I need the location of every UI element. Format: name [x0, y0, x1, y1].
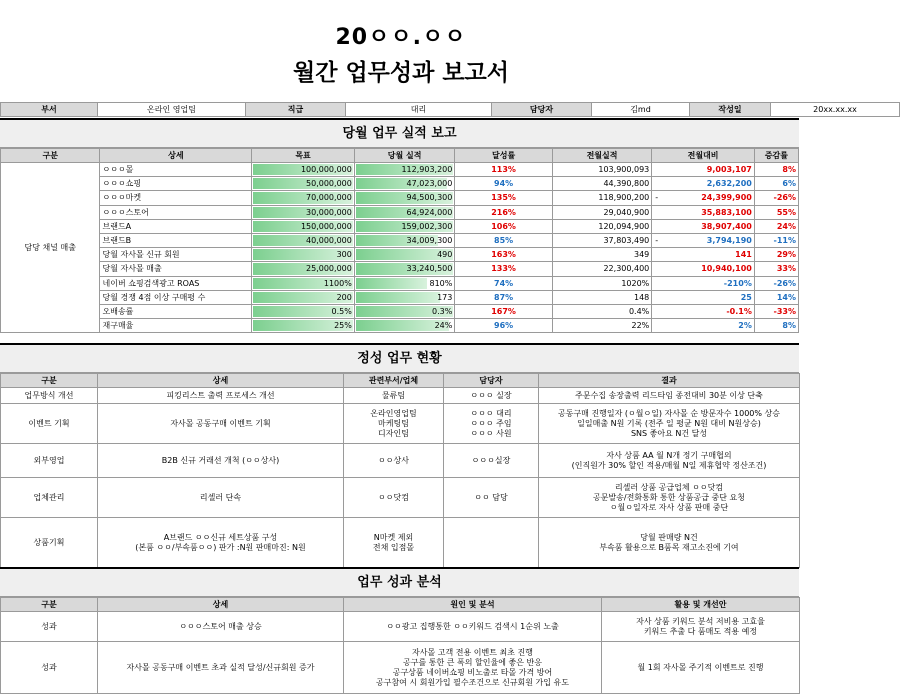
qual-result-line: 자사 상품 AA 월 N개 정기 구매협의 — [606, 450, 732, 460]
perf-target — [252, 276, 355, 290]
perf-diff-value: 25 — [740, 292, 752, 302]
qual-owner-line: ㅇㅇㅇ 사원 — [470, 428, 512, 438]
perf-diff-value: 24,399,900 — [701, 193, 752, 203]
perf-actual-value: 0.3% — [432, 306, 453, 316]
perf-actual — [354, 248, 455, 262]
qual-owner — [444, 478, 539, 518]
qual-dept-line: 마케팅팀 — [378, 418, 409, 428]
qual-dept-line: 물류팀 — [381, 390, 406, 400]
perf-diff — [652, 248, 755, 262]
qual-dept-line: ㅇㅇ상사 — [378, 455, 409, 465]
analysis-detail — [98, 612, 344, 642]
perf-target — [252, 219, 355, 233]
qual-row — [1, 518, 800, 568]
report-title: 월간 업무성과 보고서 — [293, 60, 509, 86]
perf-actual-value: 159,002,300 — [401, 221, 453, 231]
perf-diff-value: 9,003,107 — [706, 165, 752, 175]
perf-target-value: 50,000,000 — [306, 179, 352, 189]
perf-rate: 167% — [455, 304, 552, 318]
perf-rate: 87% — [455, 290, 552, 304]
qual-owner-line: ㅇㅇㅇ 대리 — [470, 408, 512, 418]
perf-detail: ㅇㅇㅇ쇼핑 — [100, 177, 252, 191]
perf-rate: 74% — [455, 276, 552, 290]
perf-row — [1, 233, 799, 247]
qual-owner — [444, 404, 539, 444]
qual-owner — [444, 444, 539, 478]
perf-actual-value: 94,500,300 — [406, 193, 453, 203]
perf-row — [1, 191, 799, 205]
perf-target — [252, 248, 355, 262]
qual-row — [1, 478, 800, 518]
date-label: 작성일 — [690, 103, 771, 117]
perf-row — [1, 248, 799, 262]
rank-label: 직급 — [246, 103, 346, 117]
perf-target — [252, 233, 355, 247]
perf-detail: ㅇㅇㅇ몰 — [100, 163, 252, 177]
qual-row — [1, 404, 800, 444]
perf-target-value: 150,000,000 — [300, 221, 352, 231]
qual-row — [1, 388, 800, 404]
qual-result-line: (인직원가 30% 할인 적용/매월 N일 제휴협약 정산조건) — [571, 460, 767, 470]
analysis-row — [1, 642, 800, 694]
perf-row — [1, 177, 799, 191]
perf-target-value: 0.5% — [331, 306, 352, 316]
qual-category: 업체관리 — [1, 478, 98, 518]
analysis-action-line: 키워드 추출 다 품매도 적용 예정 — [643, 626, 758, 636]
qual-dept — [344, 404, 444, 444]
owner-value: 김md — [592, 103, 690, 117]
perf-detail: 당월 자사몰 매출 — [100, 262, 252, 276]
perf-prev: 349 — [552, 248, 651, 262]
qual-detail-line: 리셀러 단속 — [199, 492, 242, 502]
perf-prev: 22% — [552, 319, 651, 333]
qual-detail — [98, 444, 344, 478]
qual-header: 구분 — [1, 374, 98, 388]
qual-result-line: 리셀러 상품 공급업체 ㅇㅇ닷컴 — [614, 482, 724, 492]
qual-result — [539, 404, 800, 444]
qual-result — [539, 518, 800, 568]
perf-rate: 133% — [455, 262, 552, 276]
perf-target-value: 100,000,000 — [300, 165, 352, 175]
perf-actual-value: 33,240,500 — [406, 264, 453, 274]
qual-category: 이벤트 기획 — [1, 404, 98, 444]
perf-rate: 106% — [455, 219, 552, 233]
analysis-category: 성과 — [1, 642, 98, 694]
perf-change: 14% — [754, 290, 798, 304]
perf-rate: 85% — [455, 233, 552, 247]
perf-detail: 당월 경쟁 4점 이상 구매평 수 — [100, 290, 252, 304]
perf-target — [252, 191, 355, 205]
qual-result — [539, 478, 800, 518]
section-analysis-title: 업무 성과 분석 — [0, 567, 799, 597]
perf-change: 29% — [754, 248, 798, 262]
perf-target — [252, 177, 355, 191]
perf-change: -11% — [754, 233, 798, 247]
qual-result-line: 일일매출 N원 기록 (전주 일 평균 N원 대비 N원상승) — [577, 418, 761, 428]
perf-target — [252, 304, 355, 318]
dept-value: 온라인 영업팀 — [98, 103, 246, 117]
perf-diff — [652, 163, 755, 177]
perf-actual-value: 810% — [429, 278, 453, 288]
analysis-detail — [98, 642, 344, 694]
perf-detail: 브랜드B — [100, 233, 252, 247]
perf-actual-value: 112,903,200 — [401, 165, 453, 175]
qual-detail-line: B2B 신규 거래선 개척 (ㅇㅇ상사) — [161, 455, 280, 465]
analysis-cause-line: ㅇㅇ광고 집행통한 ㅇㅇ키워드 검색시 1순위 노출 — [386, 621, 559, 631]
analysis-header: 원인 및 분석 — [344, 598, 602, 612]
qual-dept-line: 전채 입점몰 — [372, 542, 415, 552]
perf-target-value: 70,000,000 — [306, 193, 352, 203]
perf-header-row — [1, 149, 799, 163]
perf-header: 달성률 — [455, 149, 552, 163]
perf-rate: 113% — [455, 163, 552, 177]
qual-detail-line: (본품 ㅇㅇ/부속품ㅇㅇ) 판가 :N원 판매마진: N원 — [135, 542, 306, 552]
perf-header: 전월대비 — [652, 149, 755, 163]
qual-header: 관련부서/업체 — [344, 374, 444, 388]
perf-diff — [652, 319, 755, 333]
analysis-detail-line: ㅇㅇㅇ스토어 매출 상승 — [179, 621, 262, 631]
perf-actual-value: 64,924,000 — [406, 207, 453, 217]
analysis-action-line: 자사 상품 키워드 분석 저비용 고효율 — [636, 616, 765, 626]
perf-header: 목표 — [252, 149, 355, 163]
qual-category: 업무방식 개선 — [1, 388, 98, 404]
perf-row — [1, 304, 799, 318]
perf-actual-value: 47,023,000 — [406, 179, 453, 189]
perf-actual — [354, 276, 455, 290]
analysis-cause — [344, 612, 602, 642]
qual-owner-line: ㅇㅇ 담당 — [474, 492, 508, 502]
perf-diff-value: 3,794,190 — [706, 236, 752, 246]
perf-diff — [652, 233, 755, 247]
perf-actual — [354, 290, 455, 304]
analysis-cause-line: 공구참여 시 회원가입 필수조건으로 신규회원 가입 유도 — [376, 677, 569, 687]
perf-actual — [354, 177, 455, 191]
qual-detail — [98, 404, 344, 444]
qual-result-line: 부속품 활용으로 B품목 재고소진에 기여 — [599, 542, 739, 552]
qual-result-line: 공동구매 진행일자 (ㅇ월ㅇ일) 자사몰 순 방문자수 1000% 상승 — [557, 408, 781, 418]
qual-result — [539, 388, 800, 404]
info-table — [0, 102, 900, 117]
perf-prev: 37,803,490 — [552, 233, 651, 247]
perf-detail: 브랜드A — [100, 219, 252, 233]
perf-prev: 120,094,900 — [552, 219, 651, 233]
perf-diff — [652, 304, 755, 318]
perf-row — [1, 319, 799, 333]
perf-target — [252, 290, 355, 304]
perf-group-label: 담당 채널 매출 — [1, 163, 100, 333]
perf-row — [1, 276, 799, 290]
qual-detail-line: 자사몰 공동구매 이벤트 기획 — [170, 418, 271, 428]
perf-target-value: 25,000,000 — [306, 264, 352, 274]
qual-owner-line: ㅇㅇㅇ실장 — [471, 455, 511, 465]
perf-actual — [354, 233, 455, 247]
perf-rate: 163% — [455, 248, 552, 262]
analysis-cause — [344, 642, 602, 694]
analysis-cause-line: 공구상품 네이버쇼핑 비노출로 타몰 가격 방어 — [392, 667, 553, 677]
analysis-action-line: 월 1회 자사몰 주기적 이벤트로 진행 — [637, 662, 764, 672]
perf-change: 8% — [754, 319, 798, 333]
qual-dept — [344, 478, 444, 518]
perf-diff — [652, 262, 755, 276]
analysis-category: 성과 — [1, 612, 98, 642]
analysis-action — [602, 642, 800, 694]
perf-target — [252, 319, 355, 333]
perf-diff-value: 2% — [738, 321, 752, 331]
qual-owner-line: ㅇㅇㅇ 실장 — [470, 390, 512, 400]
dept-label: 부서 — [1, 103, 98, 117]
perf-diff-value: 38,907,400 — [701, 221, 752, 231]
perf-change: -26% — [754, 276, 798, 290]
perf-detail: 네이버 쇼핑검색광고 ROAS — [100, 276, 252, 290]
rank-value: 대리 — [346, 103, 492, 117]
qual-header: 담당자 — [444, 374, 539, 388]
perf-row — [1, 262, 799, 276]
perf-detail: 당월 자사몰 신규 회원 — [100, 248, 252, 262]
qual-detail-line: A브랜드 ㅇㅇ신규 세트상품 구성 — [163, 532, 278, 542]
report-period: 20ㅇㅇ.ㅇㅇ — [335, 25, 467, 50]
perf-detail: 재구매율 — [100, 319, 252, 333]
qual-result-line: ㅇ월ㅇ일자로 자사 상품 판매 중단 — [609, 502, 729, 512]
qual-dept — [344, 518, 444, 568]
analysis-table — [0, 597, 800, 694]
qual-detail-line: 피킹리스트 출력 프로세스 개선 — [166, 390, 275, 400]
perf-row — [1, 219, 799, 233]
perf-row — [1, 290, 799, 304]
perf-actual — [354, 205, 455, 219]
qual-header: 상세 — [98, 374, 344, 388]
perf-diff-dash: - — [655, 193, 659, 203]
perf-diff-value: 10,940,100 — [701, 264, 752, 274]
perf-diff — [652, 205, 755, 219]
analysis-cause-line: 자사몰 고객 전용 이벤트 최초 진행 — [412, 647, 533, 657]
qual-dept — [344, 388, 444, 404]
perf-prev: 0.4% — [552, 304, 651, 318]
perf-actual — [354, 219, 455, 233]
qual-dept-line: N마켓 제외 — [373, 532, 414, 542]
perf-diff — [652, 177, 755, 191]
perf-row — [1, 163, 799, 177]
actual-bar — [356, 292, 441, 303]
perf-change: 24% — [754, 219, 798, 233]
perf-prev: 1020% — [552, 276, 651, 290]
perf-change: 33% — [754, 262, 798, 276]
perf-change: 55% — [754, 205, 798, 219]
perf-actual-value: 173 — [437, 292, 453, 302]
section-perf-title: 당월 업무 실적 보고 — [0, 118, 799, 148]
perf-actual-value: 34,009,300 — [406, 236, 453, 246]
qual-row — [1, 444, 800, 478]
qual-detail — [98, 478, 344, 518]
qual-result-line: 당월 판매량 N건 — [640, 532, 698, 542]
owner-label: 담당자 — [492, 103, 592, 117]
perf-header: 증감률 — [754, 149, 798, 163]
perf-prev: 103,900,093 — [552, 163, 651, 177]
section-qual-title: 정성 업무 현황 — [0, 343, 799, 373]
qual-table — [0, 373, 800, 568]
qual-detail — [98, 518, 344, 568]
perf-actual — [354, 304, 455, 318]
perf-row — [1, 205, 799, 219]
qual-dept-line: 디자인팀 — [378, 428, 409, 438]
perf-diff-dash: - — [655, 236, 659, 246]
qual-result — [539, 444, 800, 478]
perf-detail: ㅇㅇㅇ스토어 — [100, 205, 252, 219]
perf-table — [0, 148, 799, 333]
perf-actual-value: 24% — [434, 321, 453, 331]
perf-actual — [354, 163, 455, 177]
analysis-header-row — [1, 598, 800, 612]
perf-prev: 148 — [552, 290, 651, 304]
perf-target-value: 300 — [336, 250, 352, 260]
analysis-detail-line: 자사몰 공동구매 이벤트 초과 실적 달성/신규회원 증가 — [126, 662, 315, 672]
perf-prev: 22,300,400 — [552, 262, 651, 276]
qual-category: 외부영업 — [1, 444, 98, 478]
perf-actual-value: 490 — [437, 250, 453, 260]
perf-rate: 135% — [455, 191, 552, 205]
perf-detail: 오배송률 — [100, 304, 252, 318]
perf-change: 6% — [754, 177, 798, 191]
qual-owner-line: ㅇㅇㅇ 주임 — [470, 418, 512, 428]
qual-owner — [444, 388, 539, 404]
perf-prev: 118,900,200 — [552, 191, 651, 205]
qual-dept-line: 온라인영업팀 — [370, 408, 417, 418]
perf-diff-value: 35,883,100 — [701, 207, 752, 217]
perf-header: 구분 — [1, 149, 100, 163]
perf-diff-value: -0.1% — [726, 306, 752, 316]
date-value: 20xx.xx.xx — [771, 103, 900, 117]
perf-change: -26% — [754, 191, 798, 205]
perf-diff-value: 141 — [735, 250, 752, 260]
qual-result-line: 주문수집 송장출력 리드타임 종전대비 30분 이상 단축 — [575, 390, 763, 400]
perf-rate: 216% — [455, 205, 552, 219]
perf-actual — [354, 191, 455, 205]
perf-diff — [652, 191, 755, 205]
perf-prev: 29,040,900 — [552, 205, 651, 219]
qual-header-row — [1, 374, 800, 388]
analysis-action — [602, 612, 800, 642]
qual-dept-line: ㅇㅇ닷컴 — [378, 492, 409, 502]
analysis-cause-line: 공구를 통한 큰 폭의 할인율에 좋은 반응 — [403, 657, 542, 667]
analysis-header: 활용 및 개선안 — [602, 598, 800, 612]
perf-diff-value: -210% — [723, 278, 752, 288]
perf-target — [252, 262, 355, 276]
perf-target-value: 40,000,000 — [306, 236, 352, 246]
perf-detail: ㅇㅇㅇ마켓 — [100, 191, 252, 205]
qual-header: 결과 — [539, 374, 800, 388]
perf-actual — [354, 262, 455, 276]
perf-diff — [652, 276, 755, 290]
perf-diff — [652, 290, 755, 304]
perf-actual — [354, 319, 455, 333]
perf-target-value: 1100% — [323, 278, 352, 288]
perf-rate: 94% — [455, 177, 552, 191]
perf-header: 상세 — [100, 149, 252, 163]
perf-prev: 44,390,800 — [552, 177, 651, 191]
perf-change: 8% — [754, 163, 798, 177]
qual-owner — [444, 518, 539, 568]
perf-target — [252, 205, 355, 219]
perf-target-value: 25% — [334, 321, 352, 331]
analysis-header: 구분 — [1, 598, 98, 612]
perf-header: 전월실적 — [552, 149, 651, 163]
qual-dept — [344, 444, 444, 478]
perf-rate: 96% — [455, 319, 552, 333]
qual-category: 상품기획 — [1, 518, 98, 568]
perf-target-value: 30,000,000 — [306, 207, 352, 217]
analysis-row — [1, 612, 800, 642]
qual-result-line: 공문발송/전화통화 통한 상품공급 중단 요청 — [593, 492, 745, 502]
analysis-header: 상세 — [98, 598, 344, 612]
qual-detail — [98, 388, 344, 404]
perf-target-value: 200 — [336, 292, 352, 302]
perf-target — [252, 163, 355, 177]
perf-diff — [652, 219, 755, 233]
perf-change: -33% — [754, 304, 798, 318]
actual-bar — [356, 278, 428, 289]
perf-diff-value: 2,632,200 — [706, 179, 752, 189]
qual-result-line: SNS 좋아요 N건 달성 — [630, 428, 708, 438]
perf-header: 당월 실적 — [354, 149, 455, 163]
